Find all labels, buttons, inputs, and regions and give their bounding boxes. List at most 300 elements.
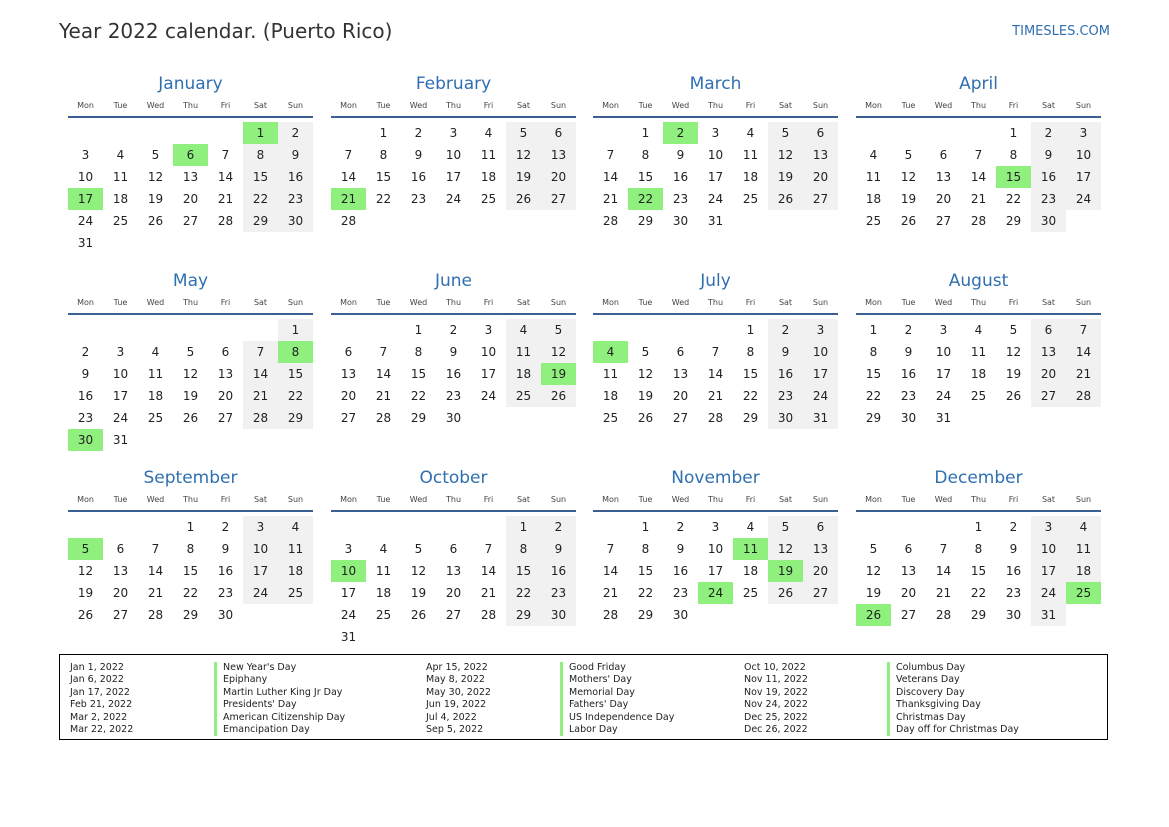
legend-holiday-name: Labor Day bbox=[569, 723, 618, 735]
day-cell: 5 bbox=[768, 516, 803, 538]
day-cell: 20 bbox=[182, 192, 199, 206]
day-cell: 16 bbox=[768, 363, 803, 385]
weekday-header: Thu bbox=[707, 101, 724, 110]
day-cell: 27 bbox=[672, 411, 689, 425]
holiday-day-cell: 30 bbox=[68, 429, 103, 451]
day-cell: 26 bbox=[147, 214, 164, 228]
legend-date: Oct 10, 2022 bbox=[744, 662, 806, 673]
day-cell: 23 bbox=[672, 586, 689, 600]
holiday-day-cell: 19 bbox=[541, 363, 576, 385]
day-cell: 12 bbox=[147, 170, 164, 184]
month-title: December bbox=[934, 468, 1023, 488]
day-cell: 14 bbox=[375, 367, 392, 381]
day-cell: 20 bbox=[900, 586, 917, 600]
day-cell: 14 bbox=[707, 367, 724, 381]
day-cell: 16 bbox=[541, 560, 576, 582]
day-cell: 12 bbox=[1005, 345, 1022, 359]
day-cell: 18 bbox=[375, 586, 392, 600]
legend-date: Jul 4, 2022 bbox=[426, 711, 477, 723]
day-cell: 15 bbox=[506, 560, 541, 582]
weekday-header: Sat bbox=[1041, 298, 1056, 307]
legend-date: Apr 15, 2022 bbox=[426, 662, 488, 673]
day-cell: 3 bbox=[344, 542, 353, 556]
day-cell: 12 bbox=[77, 564, 94, 578]
weekday-header: Wed bbox=[934, 298, 953, 307]
weekday-header: Tue bbox=[901, 495, 916, 504]
holiday-day-cell: 1 bbox=[243, 122, 278, 144]
day-cell: 27 bbox=[445, 608, 462, 622]
day-cell: 21 bbox=[375, 389, 392, 403]
day-cell: 16 bbox=[77, 389, 94, 403]
legend-date: Jan 17, 2022 bbox=[70, 686, 130, 698]
day-cell: 24 bbox=[935, 389, 952, 403]
weekday-header: Sat bbox=[516, 298, 531, 307]
holiday-legend bbox=[59, 654, 1108, 740]
day-cell: 11 bbox=[278, 538, 313, 560]
day-cell: 18 bbox=[278, 560, 313, 582]
weekday-header: Sat bbox=[253, 495, 268, 504]
day-cell: 15 bbox=[742, 367, 759, 381]
day-cell: 6 bbox=[803, 516, 838, 538]
day-cell: 13 bbox=[1031, 341, 1066, 363]
weekday-header: Tue bbox=[901, 298, 916, 307]
day-cell: 28 bbox=[707, 411, 724, 425]
day-cell: 4 bbox=[379, 542, 388, 556]
day-cell: 10 bbox=[77, 170, 94, 184]
day-cell: 19 bbox=[182, 389, 199, 403]
legend-holiday-name: US Independence Day bbox=[569, 711, 675, 723]
day-cell: 2 bbox=[221, 520, 230, 534]
day-cell: 29 bbox=[506, 604, 541, 626]
legend-date: Jun 19, 2022 bbox=[426, 699, 487, 711]
holiday-day-cell: 25 bbox=[1066, 582, 1101, 604]
day-cell: 9 bbox=[278, 144, 313, 166]
weekday-header: Tue bbox=[638, 298, 653, 307]
day-cell: 6 bbox=[344, 345, 353, 359]
month-may bbox=[68, 270, 313, 455]
weekday-header: Tue bbox=[376, 101, 391, 110]
day-cell: 17 bbox=[1031, 560, 1066, 582]
weekday-header: Sun bbox=[812, 495, 829, 504]
weekday-header: Thu bbox=[707, 298, 724, 307]
day-cell: 1 bbox=[379, 126, 388, 140]
day-cell: 25 bbox=[480, 192, 497, 206]
weekday-header: Wed bbox=[409, 495, 428, 504]
day-cell: 29 bbox=[243, 210, 278, 232]
day-cell: 26 bbox=[768, 582, 803, 604]
month-october bbox=[331, 467, 576, 652]
day-cell: 9 bbox=[81, 367, 90, 381]
weekday-header: Fri bbox=[1008, 101, 1019, 110]
day-cell: 13 bbox=[803, 538, 838, 560]
month-divider bbox=[593, 116, 838, 118]
day-cell: 16 bbox=[900, 367, 917, 381]
day-cell: 15 bbox=[970, 564, 987, 578]
day-cell: 25 bbox=[147, 411, 164, 425]
day-cell: 27 bbox=[182, 214, 199, 228]
legend-holiday-name: Martin Luther King Jr Day bbox=[223, 686, 343, 698]
day-cell: 20 bbox=[1031, 363, 1066, 385]
weekday-header: Wed bbox=[671, 298, 690, 307]
day-cell: 10 bbox=[445, 148, 462, 162]
legend-date: Mar 22, 2022 bbox=[70, 723, 134, 735]
day-cell: 23 bbox=[541, 582, 576, 604]
weekday-header: Tue bbox=[376, 298, 391, 307]
weekday-header: Wed bbox=[671, 101, 690, 110]
day-cell: 26 bbox=[182, 411, 199, 425]
weekday-header: Sat bbox=[778, 298, 793, 307]
holiday-day-cell: 2 bbox=[663, 122, 698, 144]
day-cell: 12 bbox=[506, 144, 541, 166]
weekday-header: Wed bbox=[146, 495, 165, 504]
day-cell: 13 bbox=[935, 170, 952, 184]
day-cell: 25 bbox=[865, 214, 882, 228]
weekday-header: Thu bbox=[182, 101, 199, 110]
weekday-header: Thu bbox=[970, 298, 987, 307]
weekday-header: Tue bbox=[113, 495, 128, 504]
month-september bbox=[68, 467, 313, 652]
day-cell: 2 bbox=[1031, 122, 1066, 144]
day-cell: 3 bbox=[449, 126, 458, 140]
legend-holiday-name: American Citizenship Day bbox=[223, 711, 346, 723]
day-cell: 5 bbox=[414, 542, 423, 556]
month-november bbox=[593, 467, 838, 652]
day-cell: 4 bbox=[506, 319, 541, 341]
day-cell: 22 bbox=[1005, 192, 1022, 206]
legend-names-col-3 bbox=[896, 662, 1019, 736]
day-cell: 30 bbox=[768, 407, 803, 429]
day-cell: 15 bbox=[410, 367, 427, 381]
day-cell: 22 bbox=[970, 586, 987, 600]
day-cell: 23 bbox=[1031, 188, 1066, 210]
day-cell: 22 bbox=[637, 586, 654, 600]
legend-date: May 8, 2022 bbox=[426, 674, 485, 686]
day-cell: 12 bbox=[182, 367, 199, 381]
day-cell: 7 bbox=[939, 542, 948, 556]
weekday-header: Mon bbox=[77, 101, 94, 110]
day-cell: 15 bbox=[637, 564, 654, 578]
legend-date: May 30, 2022 bbox=[426, 686, 491, 698]
day-cell: 17 bbox=[480, 367, 497, 381]
day-cell: 7 bbox=[379, 345, 388, 359]
weekday-header: Sun bbox=[1075, 495, 1092, 504]
day-cell: 19 bbox=[1005, 367, 1022, 381]
legend-holiday-name: Good Friday bbox=[569, 662, 626, 673]
month-february bbox=[331, 73, 576, 258]
day-cell: 5 bbox=[151, 148, 160, 162]
day-cell: 19 bbox=[410, 586, 427, 600]
day-cell: 18 bbox=[1066, 560, 1101, 582]
legend-date: Jan 6, 2022 bbox=[70, 674, 124, 686]
day-cell: 3 bbox=[803, 319, 838, 341]
weekday-header: Mon bbox=[77, 298, 94, 307]
day-cell: 25 bbox=[112, 214, 129, 228]
day-cell: 5 bbox=[1009, 323, 1018, 337]
day-cell: 13 bbox=[112, 564, 129, 578]
day-cell: 29 bbox=[970, 608, 987, 622]
weekday-header: Thu bbox=[970, 101, 987, 110]
weekday-header: Sat bbox=[1041, 101, 1056, 110]
weekday-header: Thu bbox=[707, 495, 724, 504]
day-cell: 26 bbox=[77, 608, 94, 622]
weekday-header: Sun bbox=[1075, 298, 1092, 307]
day-cell: 25 bbox=[970, 389, 987, 403]
weekday-header: Thu bbox=[182, 298, 199, 307]
day-cell: 2 bbox=[1009, 520, 1018, 534]
day-cell: 21 bbox=[935, 586, 952, 600]
day-cell: 16 bbox=[217, 564, 234, 578]
month-august bbox=[856, 270, 1101, 455]
day-cell: 15 bbox=[243, 166, 278, 188]
day-cell: 30 bbox=[900, 411, 917, 425]
day-cell: 15 bbox=[278, 363, 313, 385]
day-cell: 1 bbox=[869, 323, 878, 337]
legend-date: Nov 11, 2022 bbox=[744, 674, 808, 686]
month-title: February bbox=[415, 74, 492, 94]
month-title: June bbox=[434, 271, 473, 291]
day-cell: 26 bbox=[410, 608, 427, 622]
day-cell: 27 bbox=[803, 188, 838, 210]
day-cell: 7 bbox=[221, 148, 230, 162]
day-cell: 4 bbox=[974, 323, 983, 337]
day-cell: 2 bbox=[904, 323, 913, 337]
day-cell: 18 bbox=[970, 367, 987, 381]
day-cell: 23 bbox=[77, 411, 94, 425]
page-title: Year 2022 calendar. (Puerto Rico) bbox=[59, 19, 393, 43]
holiday-day-cell: 26 bbox=[856, 604, 891, 626]
day-cell: 19 bbox=[77, 586, 94, 600]
day-cell: 28 bbox=[340, 214, 357, 228]
day-cell: 31 bbox=[340, 630, 357, 644]
day-cell: 14 bbox=[480, 564, 497, 578]
weekday-header: Mon bbox=[865, 101, 882, 110]
holiday-day-cell: 10 bbox=[331, 560, 366, 582]
day-cell: 9 bbox=[541, 538, 576, 560]
day-cell: 10 bbox=[803, 341, 838, 363]
day-cell: 9 bbox=[904, 345, 913, 359]
month-title: January bbox=[158, 74, 223, 94]
legend-holiday-name: Mothers' Day bbox=[569, 674, 632, 686]
day-cell: 23 bbox=[410, 192, 427, 206]
day-cell: 17 bbox=[243, 560, 278, 582]
day-cell: 28 bbox=[602, 608, 619, 622]
day-cell: 21 bbox=[1066, 363, 1101, 385]
day-cell: 21 bbox=[243, 385, 278, 407]
day-cell: 9 bbox=[768, 341, 803, 363]
weekday-header: Mon bbox=[602, 101, 619, 110]
day-cell: 17 bbox=[707, 170, 724, 184]
day-cell: 10 bbox=[480, 345, 497, 359]
month-divider bbox=[593, 510, 838, 512]
day-cell: 9 bbox=[676, 148, 685, 162]
day-cell: 3 bbox=[711, 126, 720, 140]
day-cell: 13 bbox=[445, 564, 462, 578]
day-cell: 11 bbox=[147, 367, 164, 381]
day-cell: 27 bbox=[340, 411, 357, 425]
day-cell: 28 bbox=[935, 608, 952, 622]
day-cell: 14 bbox=[147, 564, 164, 578]
weekday-header: Sun bbox=[287, 495, 304, 504]
day-cell: 30 bbox=[672, 214, 689, 228]
day-cell: 22 bbox=[243, 188, 278, 210]
day-cell: 19 bbox=[147, 192, 164, 206]
day-cell: 23 bbox=[1005, 586, 1022, 600]
day-cell: 20 bbox=[217, 389, 234, 403]
day-cell: 18 bbox=[742, 564, 759, 578]
day-cell: 16 bbox=[1005, 564, 1022, 578]
month-divider bbox=[856, 510, 1101, 512]
weekday-header: Sun bbox=[550, 298, 567, 307]
day-cell: 15 bbox=[637, 170, 654, 184]
day-cell: 22 bbox=[182, 586, 199, 600]
day-cell: 5 bbox=[641, 345, 650, 359]
legend-divider bbox=[560, 662, 563, 736]
day-cell: 2 bbox=[81, 345, 90, 359]
weekday-header: Tue bbox=[638, 495, 653, 504]
day-cell: 18 bbox=[506, 363, 541, 385]
day-cell: 22 bbox=[865, 389, 882, 403]
day-cell: 11 bbox=[1066, 538, 1101, 560]
day-cell: 25 bbox=[742, 192, 759, 206]
day-cell: 10 bbox=[1066, 144, 1101, 166]
day-cell: 1 bbox=[186, 520, 195, 534]
day-cell: 7 bbox=[606, 148, 615, 162]
day-cell: 7 bbox=[606, 542, 615, 556]
holiday-day-cell: 11 bbox=[733, 538, 768, 560]
day-cell: 8 bbox=[243, 144, 278, 166]
day-cell: 2 bbox=[541, 516, 576, 538]
weekday-header: Mon bbox=[865, 298, 882, 307]
day-cell: 10 bbox=[243, 538, 278, 560]
holiday-day-cell: 15 bbox=[996, 166, 1031, 188]
weekday-header: Mon bbox=[340, 495, 357, 504]
day-cell: 24 bbox=[803, 385, 838, 407]
legend-holiday-name: Columbus Day bbox=[896, 662, 966, 673]
day-cell: 22 bbox=[410, 389, 427, 403]
legend-holiday-name: Discovery Day bbox=[896, 686, 965, 698]
day-cell: 20 bbox=[445, 586, 462, 600]
legend-divider bbox=[887, 662, 890, 736]
day-cell: 16 bbox=[672, 564, 689, 578]
weekday-header: Thu bbox=[445, 495, 462, 504]
legend-holiday-name: Emancipation Day bbox=[223, 723, 310, 735]
day-cell: 31 bbox=[77, 236, 94, 250]
day-cell: 4 bbox=[484, 126, 493, 140]
holiday-day-cell: 8 bbox=[278, 341, 313, 363]
day-cell: 23 bbox=[900, 389, 917, 403]
day-cell: 2 bbox=[676, 520, 685, 534]
day-cell: 28 bbox=[1066, 385, 1101, 407]
month-june bbox=[331, 270, 576, 455]
day-cell: 6 bbox=[1031, 319, 1066, 341]
day-cell: 27 bbox=[900, 608, 917, 622]
day-cell: 29 bbox=[742, 411, 759, 425]
day-cell: 25 bbox=[602, 411, 619, 425]
day-cell: 3 bbox=[484, 323, 493, 337]
day-cell: 19 bbox=[865, 586, 882, 600]
day-cell: 26 bbox=[506, 188, 541, 210]
day-cell: 16 bbox=[278, 166, 313, 188]
day-cell: 30 bbox=[445, 411, 462, 425]
day-cell: 21 bbox=[217, 192, 234, 206]
legend-holiday-name: Day off for Christmas Day bbox=[896, 723, 1019, 735]
day-cell: 20 bbox=[112, 586, 129, 600]
day-cell: 24 bbox=[445, 192, 462, 206]
day-cell: 18 bbox=[480, 170, 497, 184]
day-cell: 20 bbox=[340, 389, 357, 403]
holiday-day-cell: 17 bbox=[68, 188, 103, 210]
day-cell: 4 bbox=[1066, 516, 1101, 538]
weekday-header: Sun bbox=[287, 101, 304, 110]
legend-holiday-name: Fathers' Day bbox=[569, 699, 629, 711]
day-cell: 29 bbox=[182, 608, 199, 622]
day-cell: 18 bbox=[147, 389, 164, 403]
weekday-header: Sun bbox=[550, 495, 567, 504]
day-cell: 17 bbox=[340, 586, 357, 600]
legend-holiday-name: Christmas Day bbox=[896, 711, 966, 723]
day-cell: 1 bbox=[746, 323, 755, 337]
day-cell: 21 bbox=[147, 586, 164, 600]
weekday-header: Tue bbox=[113, 298, 128, 307]
day-cell: 1 bbox=[641, 520, 650, 534]
day-cell: 3 bbox=[1031, 516, 1066, 538]
day-cell: 21 bbox=[480, 586, 497, 600]
day-cell: 19 bbox=[768, 166, 803, 188]
day-cell: 16 bbox=[1031, 166, 1066, 188]
day-cell: 11 bbox=[602, 367, 619, 381]
legend-names-col-1 bbox=[223, 662, 345, 736]
day-cell: 25 bbox=[278, 582, 313, 604]
weekday-header: Sat bbox=[1041, 495, 1056, 504]
day-cell: 17 bbox=[707, 564, 724, 578]
day-cell: 28 bbox=[602, 214, 619, 228]
day-cell: 24 bbox=[243, 582, 278, 604]
weekday-header: Sat bbox=[778, 495, 793, 504]
legend-holiday-name: Presidents' Day bbox=[223, 699, 297, 711]
day-cell: 21 bbox=[970, 192, 987, 206]
weekday-header: Tue bbox=[638, 101, 653, 110]
holiday-day-cell: 6 bbox=[173, 144, 208, 166]
holiday-day-cell: 24 bbox=[698, 582, 733, 604]
weekday-header: Tue bbox=[376, 495, 391, 504]
day-cell: 11 bbox=[506, 341, 541, 363]
weekday-header: Mon bbox=[77, 495, 94, 504]
weekday-header: Thu bbox=[182, 495, 199, 504]
day-cell: 29 bbox=[410, 411, 427, 425]
day-cell: 10 bbox=[707, 148, 724, 162]
day-cell: 7 bbox=[151, 542, 160, 556]
day-cell: 25 bbox=[506, 385, 541, 407]
day-cell: 1 bbox=[1009, 126, 1018, 140]
month-april bbox=[856, 73, 1101, 258]
day-cell: 24 bbox=[480, 389, 497, 403]
day-cell: 9 bbox=[414, 148, 423, 162]
day-cell: 3 bbox=[81, 148, 90, 162]
day-cell: 11 bbox=[480, 148, 497, 162]
day-cell: 18 bbox=[112, 192, 129, 206]
site-link[interactable]: TIMESLES.COM bbox=[1012, 24, 1110, 39]
day-cell: 9 bbox=[221, 542, 230, 556]
weekday-header: Thu bbox=[445, 101, 462, 110]
day-cell: 29 bbox=[865, 411, 882, 425]
day-cell: 26 bbox=[1005, 389, 1022, 403]
day-cell: 29 bbox=[637, 214, 654, 228]
day-cell: 1 bbox=[278, 319, 313, 341]
day-cell: 10 bbox=[112, 367, 129, 381]
day-cell: 3 bbox=[243, 516, 278, 538]
weekday-header: Wed bbox=[146, 298, 165, 307]
day-cell: 3 bbox=[116, 345, 125, 359]
